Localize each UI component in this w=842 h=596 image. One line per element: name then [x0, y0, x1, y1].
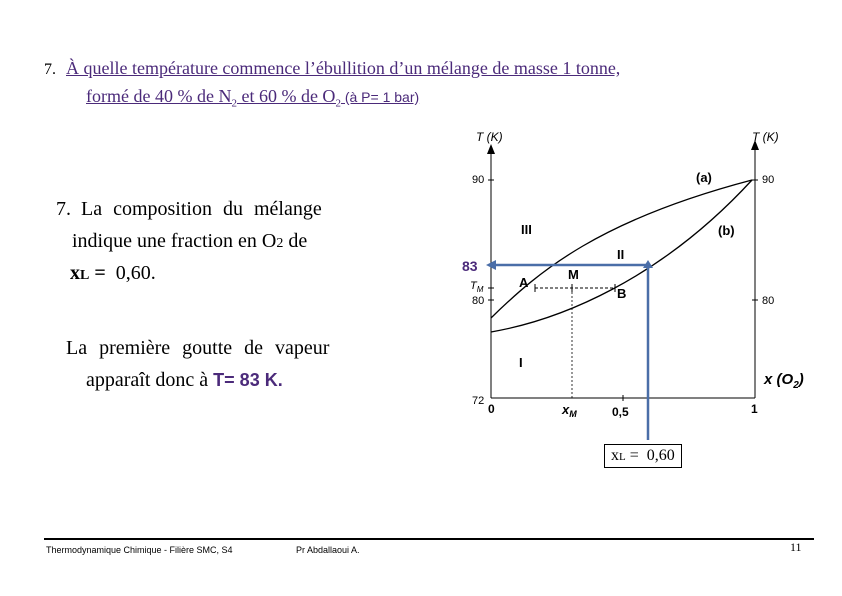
- question-number: 7.: [44, 61, 56, 78]
- region-label-ii: II: [617, 247, 625, 262]
- xl-sub: L: [80, 268, 90, 283]
- xl-box-sub: L: [619, 451, 626, 463]
- footer-course: Thermodynamique Chimique - Filière SMC, S4: [46, 545, 233, 555]
- page-number: 11: [790, 540, 802, 554]
- x-tick-label-05: 0,5: [612, 405, 629, 419]
- answer-number: 7.: [56, 198, 71, 220]
- x-tick-label-0: 0: [488, 402, 495, 416]
- xl-var: x: [70, 262, 80, 284]
- xl-box: [604, 444, 682, 468]
- question-text-1: À quelle température commence l’ébullition d’un mélange de masse 1 tonne,: [66, 58, 621, 78]
- boiling-temperature: T= 83 K.: [213, 370, 283, 390]
- answer-text-1: La composition du mélange: [81, 198, 322, 220]
- answer-text-2b: de: [283, 230, 308, 252]
- right-tick-label-90: 90: [762, 174, 775, 186]
- subscript-o2: 2: [335, 97, 341, 110]
- tm-label: $T_M$: [470, 280, 484, 294]
- answer-sub-o2: 2: [276, 236, 284, 251]
- region-label-iii: III: [521, 222, 532, 237]
- right-axis-label: T (K): [752, 130, 779, 144]
- footer-author: Pr Abdallaoui A.: [296, 545, 360, 555]
- curve-label-a: (a): [696, 170, 712, 185]
- xl-box-var: x: [611, 447, 619, 464]
- left-tick-label-90: 90: [472, 174, 485, 186]
- left-axis-arrow: [487, 144, 495, 154]
- xl-eq: =: [89, 262, 111, 284]
- right-tick-label-80: 80: [762, 295, 775, 307]
- temperature-marker: 83: [462, 258, 478, 274]
- xl-box-eq: =: [625, 447, 643, 464]
- left-tick-label-72: 72: [472, 395, 485, 407]
- point-label-b: B: [617, 286, 627, 301]
- region-label-i: I: [519, 355, 523, 370]
- x-axis-label: x $(O_2)$: [764, 371, 804, 391]
- question-text-2b: et 60 % de O: [236, 86, 336, 106]
- question-text-2a: formé de 40 % de N: [86, 86, 232, 106]
- question-pressure: (à P= 1 bar): [340, 89, 420, 105]
- curve-label-b: (b): [718, 223, 735, 238]
- xm-label: $x_M$: [562, 402, 577, 419]
- left-axis-label: T (K): [476, 130, 503, 144]
- subscript-n2: 2: [231, 97, 237, 110]
- point-label-a: A: [519, 275, 529, 290]
- xl-value: 0,60.: [115, 262, 156, 284]
- point-label-m: M: [568, 267, 579, 282]
- left-tick-label-80: 80: [472, 295, 485, 307]
- x-tick-label-1: 1: [751, 402, 758, 416]
- answer-text-4: La première goutte de vapeur: [66, 337, 330, 359]
- footer-rule: [44, 538, 814, 540]
- answer-text-2: indique une fraction en O: [72, 230, 277, 252]
- xl-box-value: 0,60: [646, 447, 675, 464]
- answer-text-5: apparaît donc à: [86, 369, 214, 391]
